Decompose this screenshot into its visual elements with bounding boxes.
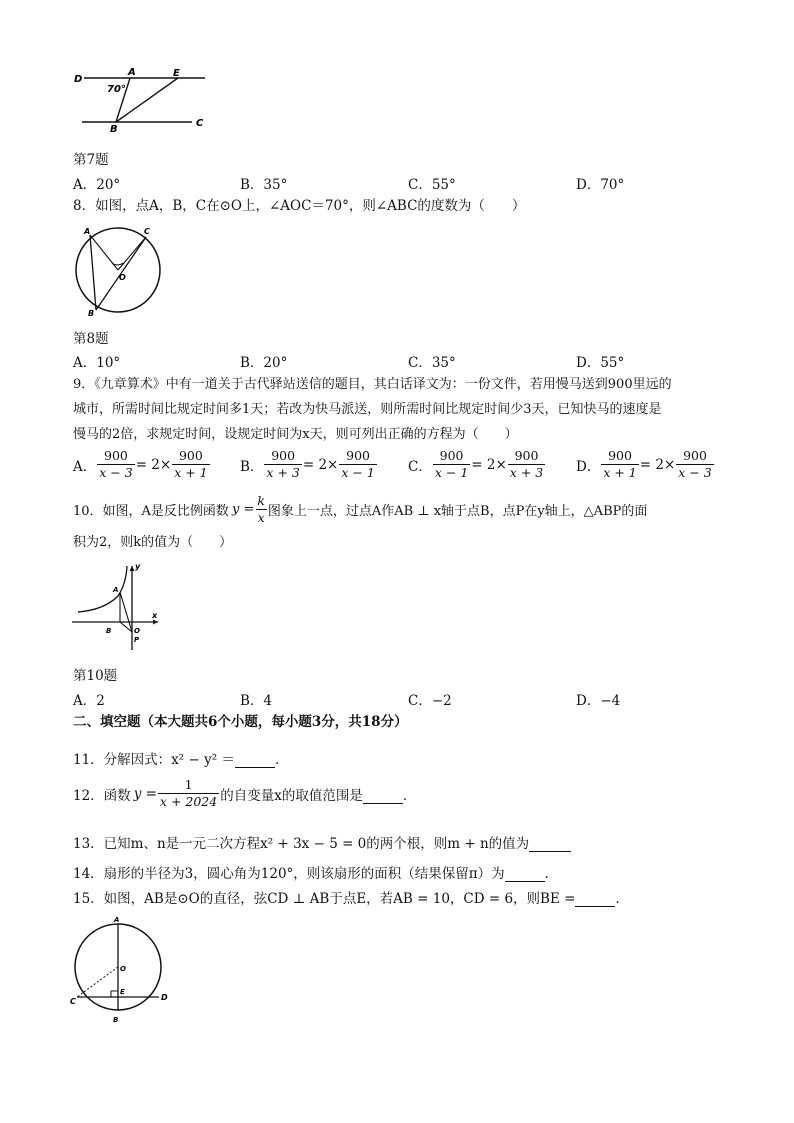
q14-blank — [505, 867, 545, 882]
q9-line-3: 慢马的2倍，求规定时间，设规定时间为x天，则可列出正确的方程为（ ） — [73, 427, 518, 442]
q9-option-c — [408, 448, 546, 481]
q7-option-b: B．35° — [240, 177, 288, 193]
fig7-label-c: C — [196, 118, 204, 129]
fig10-label-x: x — [152, 611, 158, 620]
q12-blank — [363, 789, 403, 804]
equals-2x: = 2× — [639, 456, 676, 473]
q14 — [73, 862, 558, 882]
fig15-label-b: B — [113, 1016, 119, 1024]
q8-option-d: D．55° — [576, 355, 625, 371]
q12-end: ． — [402, 787, 417, 804]
fig15-label-d: D — [161, 993, 168, 1002]
fraction: $\frac{900}{x + 1}$ — [174, 448, 208, 480]
fig8-label-c: C — [144, 227, 150, 236]
segment-ap — [120, 592, 132, 632]
equals-2x: = 2× — [471, 456, 507, 473]
q12-text-a: 12．函数 — [73, 787, 131, 804]
q10-text-b: 图象上一点，过点A作AB ⊥ x轴于点B，点P在y轴上，△ABP的面 — [267, 504, 648, 519]
figure-8 — [70, 222, 166, 318]
q11-end: ． — [274, 752, 289, 768]
chord-ab — [90, 235, 96, 310]
q14-text: 14．扇形的半径为3，圆心角为120°，则该扇形的面积（结果保留π）为 — [73, 866, 505, 882]
figure-10-caption: 第10题 — [73, 668, 118, 684]
fraction: $\frac{900}{x - 1}$ — [341, 448, 375, 480]
fig7-angle-label: 70° — [107, 84, 126, 95]
q7-option-a: A．20° — [73, 177, 121, 193]
q9-option-a — [73, 448, 211, 481]
fraction: $\frac{900}{x - 3}$ — [99, 448, 133, 480]
fig10-label-y: y — [135, 562, 141, 571]
fraction: $\frac{1}{x + 2024}$ — [159, 777, 218, 809]
segment-oc-dashed — [77, 967, 118, 997]
fig7-label-d: D — [74, 74, 83, 85]
q9-option-b — [240, 448, 378, 481]
fig15-label-e: E — [120, 988, 125, 996]
q15-text: 15．如图，AB是⊙O的直径，弦CD ⊥ AB于点E，若AB = 10，CD = 6，则BE = — [73, 891, 576, 907]
q11-blank — [235, 753, 275, 768]
fig10-label-o: O — [134, 627, 140, 635]
q14-end: ． — [544, 866, 559, 882]
equals-2x: = 2× — [135, 456, 172, 473]
right-angle-mark — [111, 991, 118, 997]
q9-line-1: 9．《九章算术》中有一道关于古代驿站送信的题目，其白话译文为：一份文件，若用慢马送到900里远的 — [73, 377, 672, 392]
q9-line-2: 城市，所需时间比规定时间多1天；若改为快马派送，则所需时间比规定时间少3天，已知快马的速度是 — [73, 402, 662, 417]
figure-7-caption: 第7题 — [73, 152, 109, 168]
fig8-label-b: B — [88, 309, 95, 318]
figure-10 — [70, 560, 162, 652]
q13-text: 13．已知m、n是一元二次方程x² + 3x − 5 = 0的两个根，则m + n的值为 — [73, 836, 530, 852]
fig8-label-o: O — [119, 273, 126, 282]
figure-8-caption: 第8题 — [73, 331, 109, 347]
q7-option-c: C．55° — [408, 177, 456, 193]
q15-end: ． — [615, 891, 629, 907]
q12 — [73, 777, 416, 810]
fig15-label-c: C — [70, 997, 76, 1006]
q13-blank — [529, 837, 571, 852]
section-2-heading: 二、填空题（本大题共6个小题，每小题3分，共18分） — [73, 714, 408, 730]
q10-option-c: C．−2 — [408, 693, 452, 709]
q9-option-b-letter: B． — [240, 458, 264, 475]
fig7-label-e: E — [173, 68, 180, 79]
q10-option-a: A．2 — [73, 693, 105, 709]
figure-7 — [70, 62, 220, 138]
fig10-label-p: P — [134, 636, 140, 644]
q12-text-b: 的自变量x的取值范围是 — [220, 787, 363, 804]
equals-2x: = 2× — [302, 456, 339, 473]
q8-option-b: B．20° — [240, 355, 288, 371]
q10-line-2: 积为2，则k的值为（ ） — [73, 535, 233, 550]
fraction: $\frac{900}{x + 3}$ — [509, 448, 544, 480]
figure-15 — [68, 914, 168, 1026]
q9-option-d — [576, 448, 715, 481]
fraction: $\frac{900}{x - 3}$ — [678, 448, 712, 480]
q8-question: 8．如图，点A，B，C在⊙O上，∠AOC＝70°，则∠ABC的度数为（ ） — [73, 198, 526, 214]
fraction: $\frac{900}{x + 1}$ — [603, 448, 637, 480]
q12-y-equals: y = — [133, 785, 157, 802]
radius-oa — [90, 235, 118, 270]
fig7-label-b: B — [110, 124, 118, 135]
q13 — [73, 832, 571, 852]
fig15-label-o: O — [120, 965, 126, 973]
fraction: $\frac{900}{x - 1}$ — [434, 448, 469, 480]
q10-option-d: D．−4 — [576, 693, 621, 709]
fig15-label-a: A — [114, 916, 120, 924]
fig7-label-a: A — [128, 67, 136, 78]
fig8-label-a: A — [84, 227, 91, 236]
q10-line-1 — [73, 493, 647, 526]
fig10-label-a: A — [113, 586, 119, 594]
radius-oc — [118, 237, 146, 270]
q8-option-c: C．35° — [408, 355, 456, 371]
fig10-label-b: B — [106, 627, 112, 635]
q10-y-equals: y = — [231, 502, 255, 517]
q15 — [73, 887, 629, 907]
q10-text-a: 10．如图，A是反比例函数 — [73, 504, 229, 519]
q7-option-d: D．70° — [576, 177, 625, 193]
q8-option-a: A．10° — [73, 355, 121, 371]
fraction-k-over-x: $\frac{k}{x}$ — [257, 493, 265, 525]
q9-option-c-letter: C． — [408, 458, 432, 475]
q11 — [73, 748, 288, 768]
q9-option-d-letter: D． — [576, 458, 601, 475]
q11-text: 11．分解因式：x² − y² ＝ — [73, 752, 235, 768]
q9-option-a-letter: A． — [73, 458, 97, 475]
fraction: $\frac{900}{x + 3}$ — [266, 448, 300, 480]
q15-blank — [575, 892, 615, 907]
q10-option-b: B．4 — [240, 693, 273, 709]
